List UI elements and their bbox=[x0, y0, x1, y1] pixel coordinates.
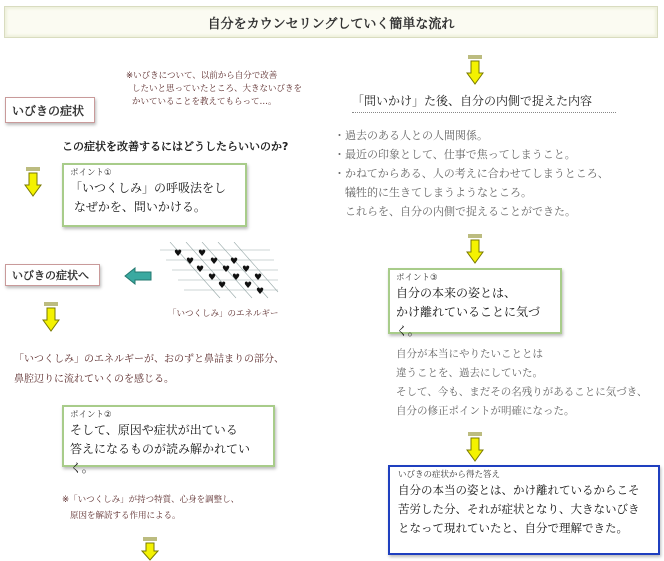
findings-item: ・過去のある人との人間関係。 bbox=[334, 129, 488, 142]
svg-text:♥: ♥ bbox=[222, 265, 231, 275]
realization-line: 違うことを、過去にしていた。 bbox=[396, 367, 543, 379]
findings-item: これらを、自分の内側で捉えることができた。 bbox=[334, 205, 576, 218]
svg-text:♥: ♥ bbox=[232, 273, 241, 283]
svg-text:♥: ♥ bbox=[196, 265, 205, 275]
down-arrow-icon bbox=[24, 167, 42, 197]
intro-note bbox=[126, 70, 326, 109]
down-arrow-icon bbox=[466, 55, 484, 85]
findings-item: ・かねてからある、人の考えに合わせてしまうところ、 bbox=[334, 167, 609, 180]
answer-line: となって現れていたと、自分で理解できた。 bbox=[398, 521, 628, 535]
intro-note-line: したいと思っていたところ、大きないびきを bbox=[132, 84, 303, 94]
page-title bbox=[4, 6, 658, 38]
to-symptom-box bbox=[5, 264, 100, 286]
answer-line: 自分の本当の姿とは、かけ離れているからこそ bbox=[398, 483, 640, 497]
point2-line: そして、原因や症状が出ている bbox=[70, 423, 238, 437]
down-arrow-icon bbox=[466, 234, 484, 264]
point3-box bbox=[388, 268, 562, 338]
right-heading-text: 「問いかけ」た後、自分の内側で捉えた内容 bbox=[352, 94, 593, 108]
footnote-line: 原因を解読する作用による。 bbox=[70, 511, 181, 521]
point1-line: なぜかを、問いかける。 bbox=[70, 200, 206, 214]
footnote bbox=[62, 494, 302, 523]
energy-text-line: 鼻腔辺りに流れていくのを感じる。 bbox=[14, 374, 174, 385]
point3-line: 自分の本来の姿とは、 bbox=[396, 286, 517, 300]
svg-text:♥: ♥ bbox=[244, 281, 253, 291]
intro-note-line: かいていることを教えてもらって…。 bbox=[132, 97, 277, 107]
realization-line: 自分が本当にやりたいこととは bbox=[396, 348, 543, 360]
svg-text:♥: ♥ bbox=[210, 257, 219, 267]
to-symptom-box-label: いびきの症状へ bbox=[12, 269, 89, 282]
down-arrow-icon bbox=[466, 432, 484, 462]
svg-text:♥: ♥ bbox=[174, 249, 183, 259]
findings-item: 犠牲的に生きてしまうようなところ。 bbox=[334, 186, 532, 199]
footnote-line: ※「いつくしみ」が持つ特質、心身を調整し、 bbox=[62, 495, 240, 505]
point2-label: ポイント② bbox=[70, 410, 112, 420]
answer-box bbox=[388, 465, 660, 555]
right-heading bbox=[352, 92, 616, 113]
svg-text:♥: ♥ bbox=[208, 273, 217, 283]
page-title-text: 自分をカウンセリングしていく簡単な流れ bbox=[207, 16, 455, 32]
svg-text:♥: ♥ bbox=[186, 257, 195, 267]
down-arrow-icon bbox=[42, 302, 60, 332]
svg-text:♥: ♥ bbox=[218, 281, 227, 291]
intro-note-line: ※いびきについて、以前から自分で改善 bbox=[126, 71, 278, 81]
findings-item: ・最近の印象として、仕事で焦ってしまうこと。 bbox=[334, 148, 576, 161]
answer-label: いびきの症状から得た答え bbox=[398, 470, 501, 480]
svg-text:♥: ♥ bbox=[198, 249, 207, 259]
symptom-box-label: いびきの症状 bbox=[12, 103, 85, 118]
point2-box bbox=[62, 405, 275, 475]
findings-list bbox=[334, 126, 664, 221]
realization-line: そして、今も、まだその名残りがあることに気づき、 bbox=[396, 386, 648, 398]
answer-line: 苦労した分、それが症状となり、大きないびき bbox=[398, 502, 640, 516]
svg-text:♥: ♥ bbox=[242, 265, 251, 275]
point1-label: ポイント① bbox=[70, 168, 112, 178]
svg-text:♥: ♥ bbox=[230, 257, 239, 267]
realization-text bbox=[396, 345, 664, 421]
symptom-box bbox=[5, 97, 95, 123]
left-arrow-icon bbox=[124, 267, 152, 285]
point3-label: ポイント③ bbox=[396, 273, 438, 283]
energy-grid-diagram bbox=[160, 242, 280, 304]
down-arrow-icon bbox=[141, 537, 159, 561]
point1-box bbox=[62, 163, 247, 227]
energy-text bbox=[14, 352, 334, 388]
question-text: この症状を改善するにはどうしたらいいのか? bbox=[62, 140, 289, 153]
svg-text:♥: ♥ bbox=[256, 287, 265, 297]
svg-text:♥: ♥ bbox=[254, 273, 263, 283]
point3-line: かけ離れていることに気づく。 bbox=[396, 305, 541, 338]
energy-text-line: 「いつくしみ」のエネルギーが、おのずと鼻詰まりの部分、 bbox=[14, 354, 284, 365]
realization-line: 自分の修正ポイントが明確になった。 bbox=[396, 405, 575, 417]
energy-caption: 「いつくしみ」のエネルギー bbox=[168, 309, 279, 319]
point2-line: 答えになるものが読み解かれていく。 bbox=[70, 442, 251, 475]
point1-line: 「いつくしみ」の呼吸法をし bbox=[70, 181, 227, 195]
